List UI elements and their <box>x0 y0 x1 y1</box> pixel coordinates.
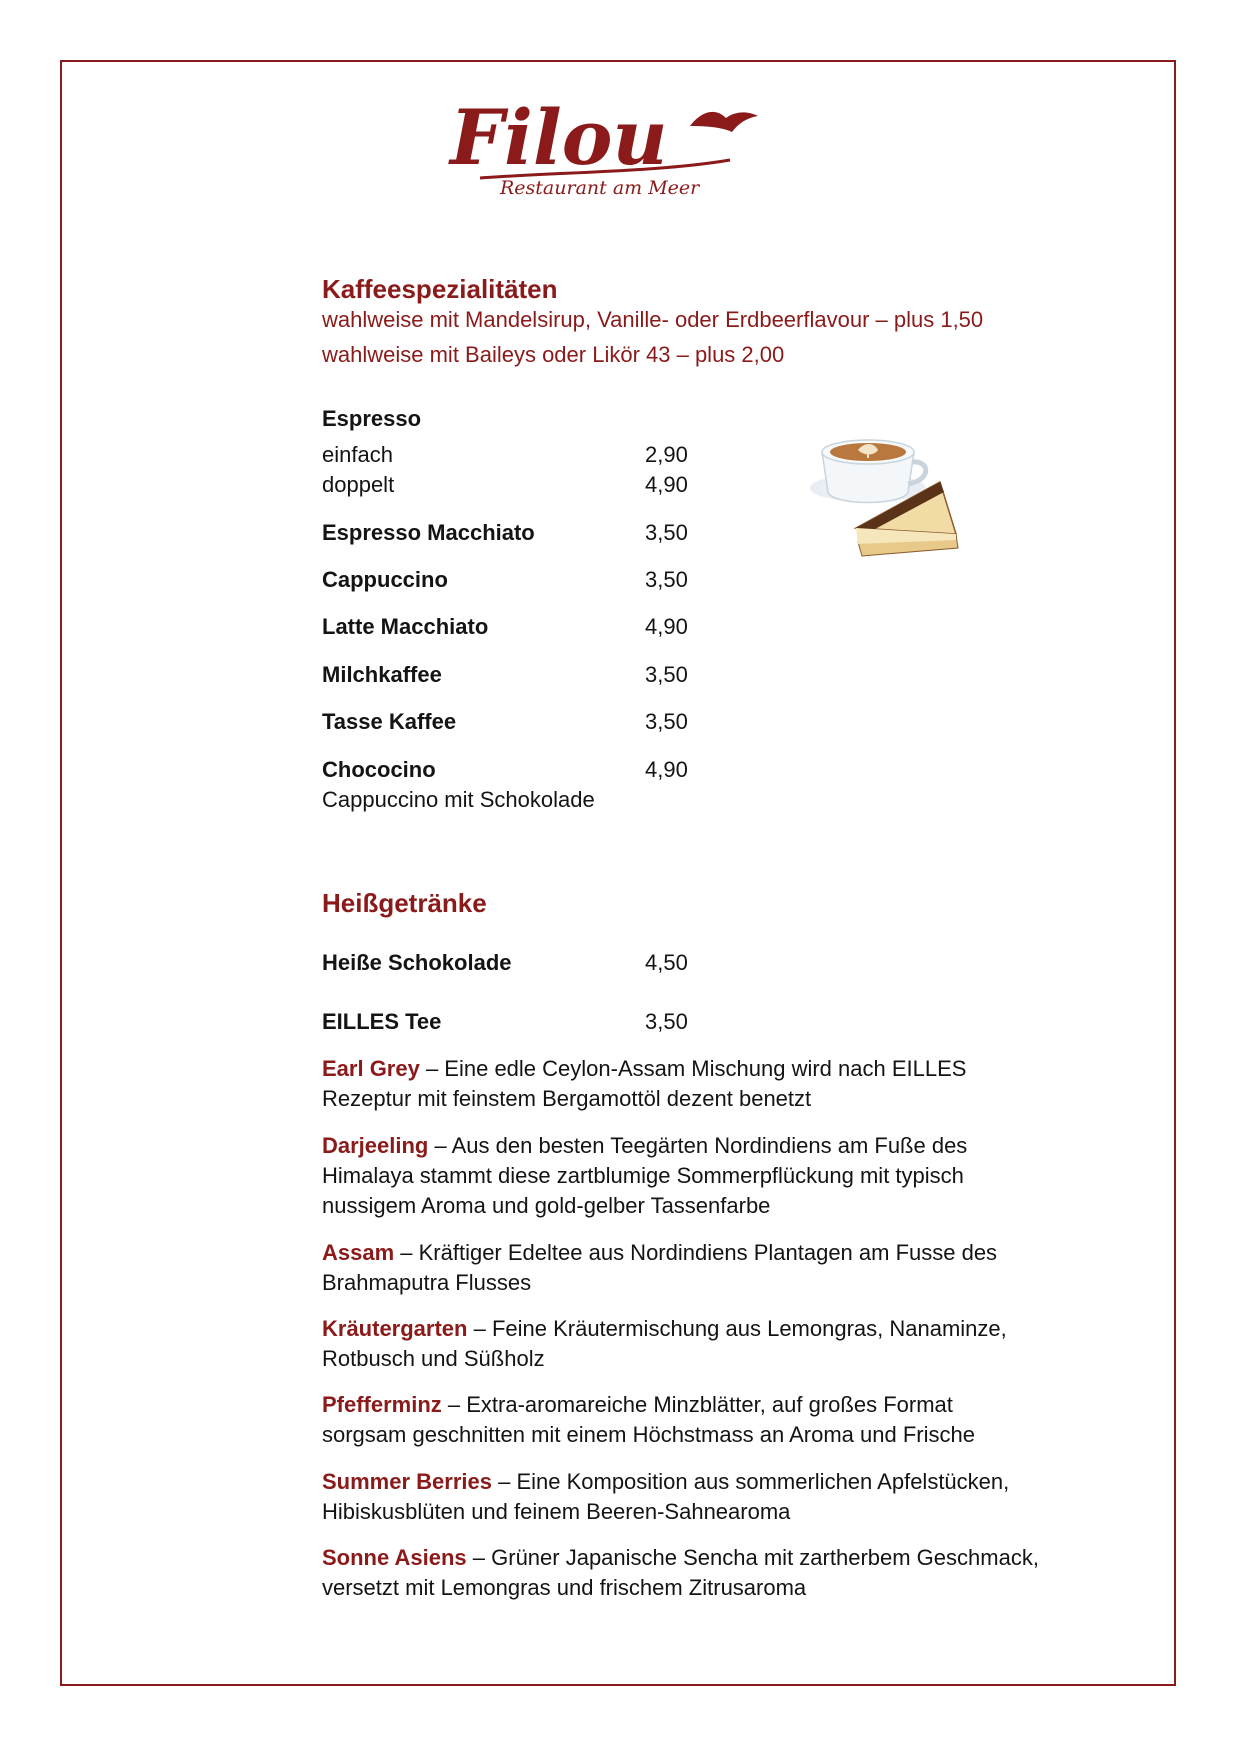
menu-item-price: 4,90 <box>645 757 688 782</box>
menu-item-price: 3,50 <box>645 1009 688 1034</box>
tea-description: – Kräftiger Edeltee aus Nordindiens Plantagen am Fusse des Brahmaputra Flusses <box>322 1240 998 1295</box>
tea-name: Assam <box>322 1240 395 1265</box>
menu-item-price: 3,50 <box>645 567 688 592</box>
menu-variant-price: 2,90 <box>645 442 688 467</box>
tea-name: Kräutergarten <box>322 1316 468 1341</box>
tea-entry <box>322 1131 1042 1221</box>
logo-tagline: Restaurant am Meer <box>500 177 700 199</box>
tea-description: – Extra-aromareiche Minzblätter, auf großes Format sorgsam geschnitten mit einem Höchstmass an Aroma und Frische <box>322 1392 975 1447</box>
tea-description: – Eine Komposition aus sommerlichen Apfelstücken, Hibiskusblüten und feinem Beeren-Sahnearoma <box>322 1469 1010 1524</box>
tea-entry <box>322 1467 1042 1527</box>
menu-item-name: Latte Macchiato <box>322 614 489 639</box>
menu-item-name: EILLES Tee <box>322 1009 442 1034</box>
section-title-coffee: Kaffeespezialitäten <box>322 274 558 304</box>
section-title-hot-drinks: Heißgetränke <box>322 888 487 918</box>
menu-item-name: Heiße Schokolade <box>322 950 512 975</box>
tea-name: Earl Grey <box>322 1056 420 1081</box>
seagull-icon <box>690 112 758 132</box>
menu-item-price: 4,50 <box>645 950 688 975</box>
menu-item-description: Cappuccino mit Schokolade <box>322 787 595 812</box>
tea-description: – Grüner Japanische Sencha mit zartherbem Geschmack, versetzt mit Lemongras und frischem Zitrusaroma <box>322 1545 1039 1600</box>
tea-name: Summer Berries <box>322 1469 492 1494</box>
tea-description: – Aus den besten Teegärten Nordindiens am Fuße des Himalaya stammt diese zartblumige Sommerpflückung mit typisch nussigem Aroma und gold-gelber Tassenfarbe <box>322 1133 968 1218</box>
menu-item-name: Chococino <box>322 757 436 782</box>
coffee-note-2: wahlweise mit Baileys oder Likör 43 – plus 2,00 <box>322 342 785 367</box>
menu-item-name: Espresso Macchiato <box>322 520 535 545</box>
menu-item-price: 3,50 <box>645 709 688 734</box>
logo-wordmark: Filou <box>450 93 668 182</box>
menu-item-price: 3,50 <box>645 520 688 545</box>
menu-item-name: Tasse Kaffee <box>322 709 457 734</box>
tea-entry <box>322 1314 1042 1374</box>
menu-variant-price: 4,90 <box>645 472 688 497</box>
tea-name: Darjeeling <box>322 1133 429 1158</box>
tea-entry <box>322 1543 1042 1603</box>
coffee-cake-illustration <box>808 430 968 570</box>
tea-name: Pfefferminz <box>322 1392 442 1417</box>
restaurant-logo <box>440 82 800 212</box>
menu-item-name: Espresso <box>322 406 422 431</box>
tea-entry <box>322 1054 1042 1114</box>
tea-description: – Feine Kräutermischung aus Lemongras, Nanaminze, Rotbusch und Süßholz <box>322 1316 1007 1371</box>
tea-description: – Eine edle Ceylon-Assam Mischung wird nach EILLES Rezeptur mit feinstem Bergamottöl dezent benetzt <box>322 1056 967 1111</box>
menu-item-name: Milchkaffee <box>322 662 442 687</box>
tea-entry <box>322 1238 1042 1298</box>
tea-name: Sonne Asiens <box>322 1545 467 1570</box>
coffee-note-1: wahlweise mit Mandelsirup, Vanille- oder Erdbeerflavour – plus 1,50 <box>322 307 984 332</box>
tea-entry <box>322 1390 1042 1450</box>
menu-item-name: Cappuccino <box>322 567 448 592</box>
menu-item-price: 3,50 <box>645 662 688 687</box>
menu-item-price: 4,90 <box>645 614 688 639</box>
menu-variant-label: einfach <box>322 442 393 467</box>
menu-variant-label: doppelt <box>322 472 395 497</box>
